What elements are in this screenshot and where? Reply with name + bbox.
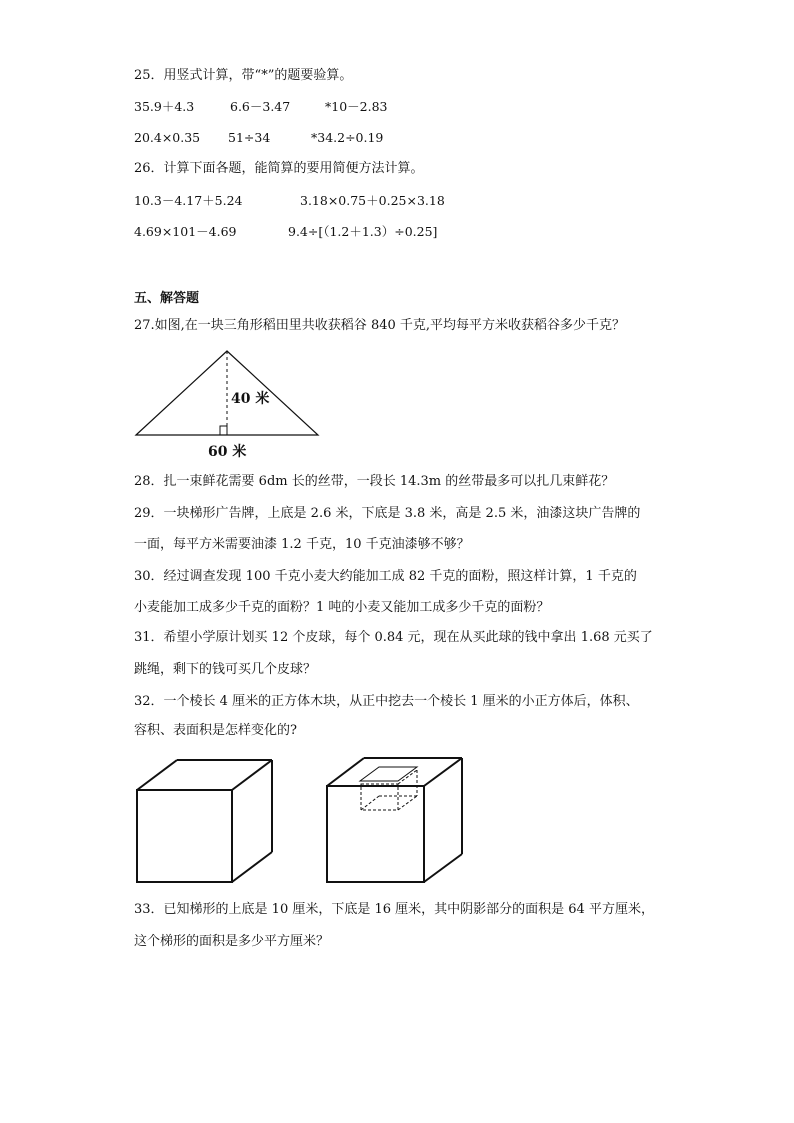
q25-expr-2: 6.6－3.47 [230,99,291,114]
q25-expr-1: 35.9＋4.3 [134,99,195,114]
q32-line1: 32．一个棱长 4 厘米的正方体木块，从正中挖去一个棱长 1 厘米的小正方体后，体积、 [134,694,639,709]
q31-line1: 31．希望小学原计划买 12 个皮球，每个 0.84 元，现在从买此球的钱中拿出 1.68 元买了 [134,630,653,645]
q26-expr-4: 9.4÷[（1.2＋1.3）÷0.25] [288,224,438,239]
q25-expr-3: *10－2.83 [325,99,388,114]
q31-line2: 跳绳，剩下的钱可买几个皮球？ [134,662,317,677]
q25-title: 25．用竖式计算，带“*”的题要验算。 [134,68,353,83]
q26-expr-1: 10.3－4.17＋5.24 [134,193,243,208]
q33-line2: 这个梯形的面积是多少平方厘米？ [134,934,330,949]
base-label: 60 米 [208,444,247,460]
q33-line1: 33．已知梯形的上底是 10 厘米，下底是 16 厘米，其中阴影部分的面积是 64 平方厘米， [134,902,654,917]
cube-original [137,760,272,882]
q28-text: 28．扎一束鲜花需要 6dm 长的丝带，一段长 14.3m 的丝带最多可以扎几束鲜花？ [134,474,615,489]
q29-line1: 29．一块梯形广告牌，上底是 2.6 米，下底是 3.8 米，高是 2.5 米，油漆这块广告牌的 [134,506,641,521]
q29-line2: 一面，每平方米需要油漆 1.2 千克，10 千克油漆够不够？ [134,537,470,552]
q30-line1: 30．经过调查发现 100 千克小麦大约能加工成 82 千克的面粉，照这样计算，1 千克的 [134,569,637,584]
q25-expr-5: 51÷34 [228,130,271,145]
section-heading: 五、解答题 [134,291,200,306]
q26-expr-2: 3.18×0.75＋0.25×3.18 [300,193,445,208]
q26-expr-3: 4.69×101－4.69 [134,224,237,239]
cavity-cube [360,767,417,810]
q27-text: 27.如图,在一块三角形稻田里共收获稻谷 840 千克,平均每平方米收获稻谷多少千克？ [134,318,626,333]
q25-expr-6: *34.2÷0.19 [311,130,384,145]
q30-line2: 小麦能加工成多少千克的面粉？1 吨的小麦又能加工成多少千克的面粉？ [134,600,550,615]
height-label: 40 米 [231,391,270,407]
q25-expr-4: 20.4×0.35 [134,130,201,145]
q26-title: 26．计算下面各题，能简算的要用简便方法计算。 [134,161,424,176]
cube-with-hole [327,758,462,882]
q32-line2: 容积、表面积是怎样变化的? [134,723,297,738]
